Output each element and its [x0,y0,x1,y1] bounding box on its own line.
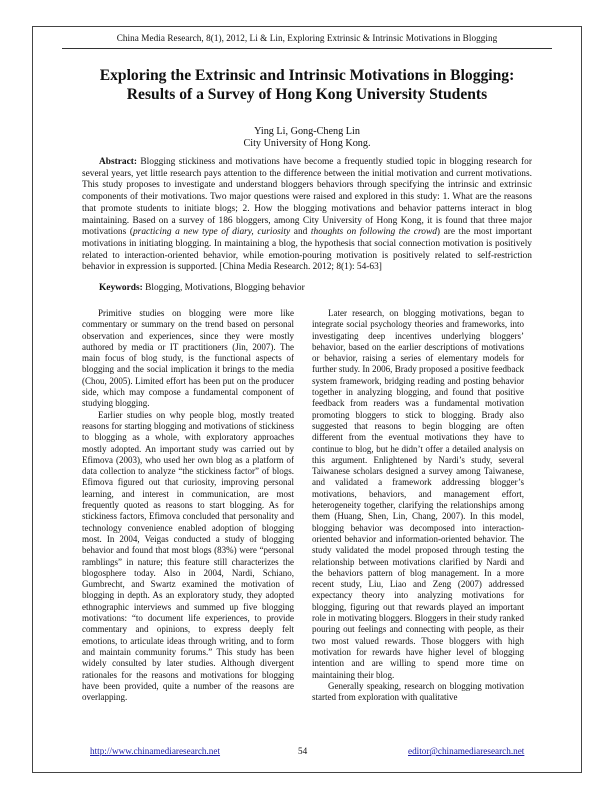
article-title [62,66,552,104]
abstract-italic-1: practicing a new type of diary, curiosity [132,227,291,238]
paragraph: Generally speaking, research on blogging motivation started from exploration with qualitative [312,680,524,703]
authors: Ying Li, Gong-Cheng Lin [254,126,360,137]
paragraph: Earlier studies on why people blog, mostly treated reasons for starting blogging and motivations of stickiness to blogging as a whole, with exploratory approaches mostly adopted. An important study was carried out by Efimova (2003), who used her own blog as a platform of data collection to analyze “the stickiness factor” of blogs. Efimova figured out that curiosity, improving personal learning, and interest in communication, are most frequently quoted as reasons to start blogging. As for stickiness factors, Efimova concluded that personality and technology convenience enabled adoption of blogging most. In 2004, Veigas conducted a study of blogging behavior and found that most blogs (83%) were “personal ramblings” in nature; this feature still characterizes the blogosphere today. Also in 2004, Nardi, Schiano, Gumbrecht, and Swartz examined the motivation of blogging in depth. As an exploratory study, they adopted ethnographic interviews and summed up five blogging motivations: “to document life experiences, to provide commentary and opinions, to express deeply felt emotions, to articulate ideas through writing, and to form and maintain community forums.” This study has been widely consulted by later studies. Although divergent rationales for the reasons and motivations for blogging have been provided, quite a number of the reasons are overlapping. [82,409,294,703]
keywords-text: Blogging, Motivations, Blogging behavior [142,283,305,293]
title-line-1: Exploring the Extrinsic and Intrinsic Motivations in Blogging: [99,67,515,84]
abstract-text-a: Blogging stickiness and motivations have become a frequently studied topic in blogging research for several years, yet little research pays attention to the difference between the initial motivation and current motivations. This study proposes to investigate and understand bloggers behaviors through specifying the intrinsic and extrinsic components of their motivations. Two major questions were raised and explored in this study: 1. What are the reasons that promote students to initiate blogs; 2. How the blogging motivations and behavior patterns interact in blog maintaining. Based on a survey of 186 bloggers, among City University of Hong Kong, it is found that three major motivations ( [82,157,532,238]
abstract-text-b: and [290,227,311,238]
abstract-text-c: ) are the most important motivations in initiating blogging. In maintaining a blog, the hypothesis that social connection motivation is positively related to interaction-oriented behavior, while emotion-pouring motivation is positively related to self-restriction behavior in expression is supported. [China Media Research. 2012; 8(1): 54-63] [82,227,532,273]
paragraph: Primitive studies on blogging were more like commentary or summary on the trend based on personal observation and experiences, since they were mostly authored by media or IT practitioners (Jin, 2007). The main focus of blog study, is the functional aspects of blogging and the social implication it brings to the media (Chou, 2005). Limited effort has been put on the producer side, which may compose a fundamental component of studying blogging. [82,308,294,409]
body-column-right [312,308,524,703]
journal-url-link[interactable]: http://www.chinamediaresearch.net [90,746,221,756]
page-number: 54 [298,746,308,756]
keywords-label: Keywords: [99,283,143,293]
keywords [99,282,529,294]
author-block [62,126,552,150]
abstract-label: Abstract: [99,157,138,167]
abstract-italic-2: thoughts on following the crowd [310,227,437,238]
affiliation: City University of Hong Kong. [243,138,371,149]
running-head: China Media Research, 8(1), 2012, Li & Lin, Exploring Extrinsic & Intrinsic Motivations in Blogging [116,33,498,43]
title-line-2: Results of a Survey of Hong Kong University Students [126,86,488,103]
editor-email-link[interactable]: editor@chinamediaresearch.net [408,746,525,756]
body-column-left [82,308,294,703]
paragraph: Later research, on blogging motivations, began to integrate social psychology theories and frameworks, into investigating deep incentives underlying bloggers’ behavior, based on the earlier descriptions of motivations or behavior, raising a series of elementary models for further study. In 2006, Brady proposed a positive feedback system framework, bridging reading and posting behavior together in analyzing blogging, and found that positive feedback from readers was a fundamental motivation promoting bloggers to stick to blogging. Brady also suggested that reasons to begin blogging are often different from the eventual motivations they have to continue to blog, but he didn’t offer a detailed analysis on this argument. Enlightened by Nardi’s study, several Taiwanese scholars designed a survey among Taiwanese, and validated a framework addressing blogger’s motivations, behaviors, and management effort, heterogeneity together, clarifying the relationships among them (Huang, Shen, Lin, Chang, 2007). In this model, blogging behavior was decomposed into interaction-oriented behavior and information-oriented behavior. The study validated the model proposed through testing the relationship between motivations clarified by Nardi and the behaviors pattern of blog management. In a more recent study, Liu, Liao and Zeng (2007) addressed expectancy theory into analyzing motivations for blogging, figuring out that rewards played an important role in motivating bloggers. Bloggers in their study ranked pouring out feelings and connecting with people, as their two most valued rewards. Those bloggers with high motivation for rewards have higher level of blogging intention and are willing to spend more time on maintaining their blog. [312,308,524,680]
abstract [82,157,532,274]
header-rule [62,48,552,49]
